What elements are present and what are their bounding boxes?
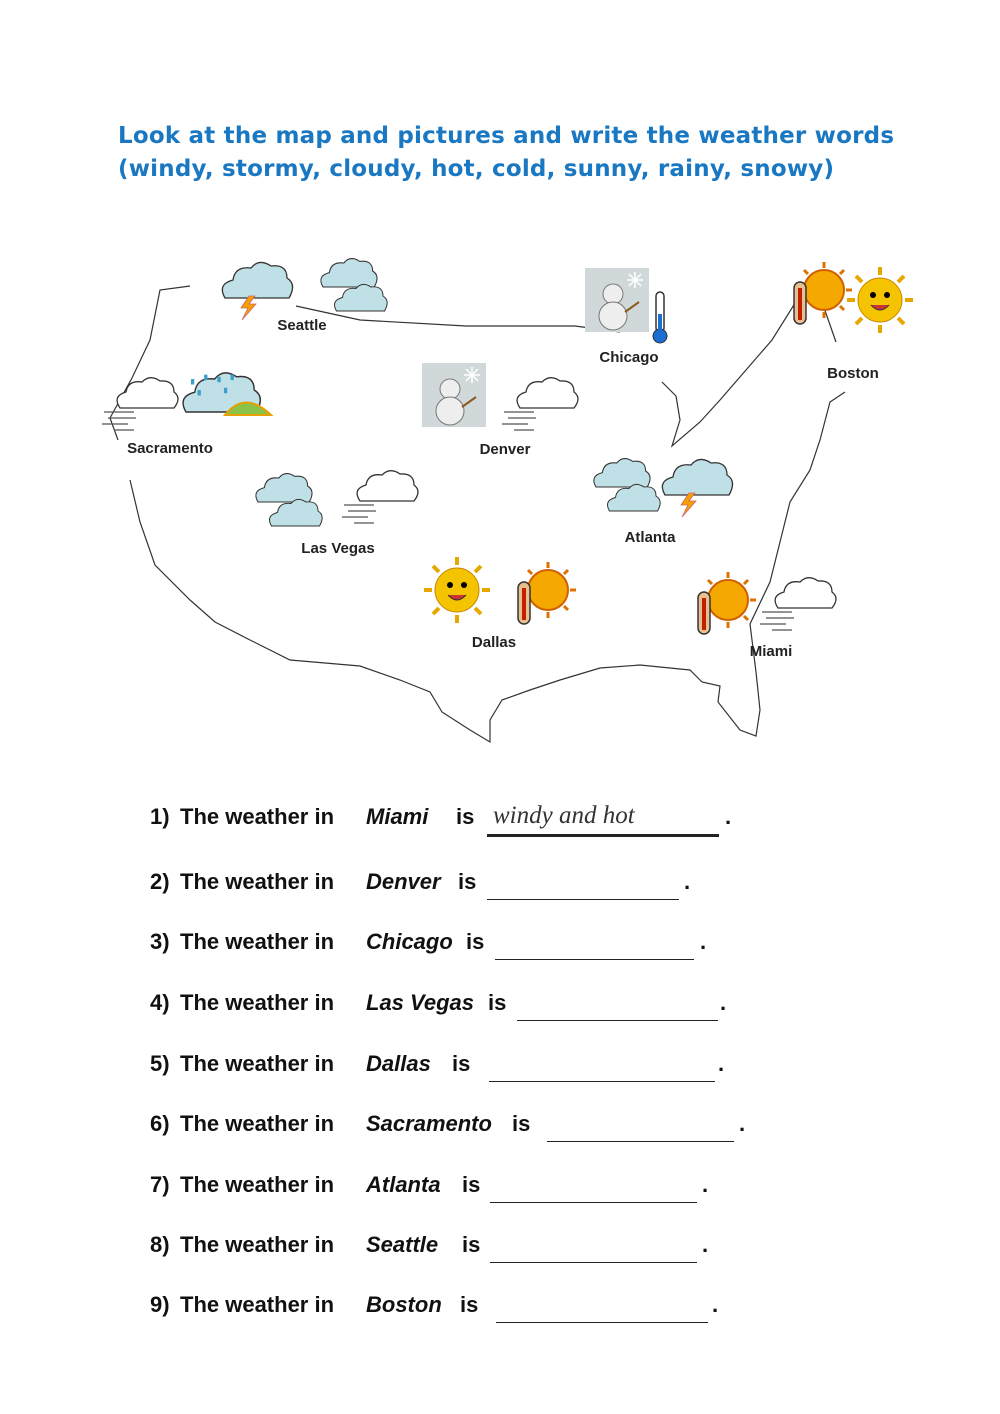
sacramento-windy-icon — [102, 378, 178, 430]
question-city: Miami — [366, 804, 429, 829]
question-is: is — [460, 1292, 479, 1317]
city-label-denver: Denver — [479, 441, 531, 458]
sacramento-rainy-icon — [183, 373, 271, 415]
question-is: is — [452, 1051, 471, 1076]
question-prefix: The weather in — [180, 1292, 335, 1317]
miami-windy-icon — [760, 578, 836, 630]
seattle-cloudy-icon — [321, 259, 387, 311]
question-city: Dallas — [366, 1051, 431, 1076]
question-number: 5) — [150, 1051, 170, 1076]
question-prefix: The weather in — [180, 1232, 335, 1257]
question-number: 7) — [150, 1172, 170, 1197]
question-number: 3) — [150, 929, 170, 954]
question-period: . — [712, 1292, 719, 1317]
city-label-boston: Boston — [827, 365, 879, 382]
answer-field[interactable] — [487, 802, 719, 837]
question-period: . — [720, 990, 727, 1015]
question-number: 2) — [150, 869, 170, 894]
boston-hot-icon — [794, 262, 852, 324]
question-number: 9) — [150, 1292, 170, 1317]
chicago-cold-thermometer-icon — [653, 292, 667, 343]
question-is: is — [462, 1172, 481, 1197]
boston-sunny-icon — [847, 267, 913, 333]
question-city: Las Vegas — [366, 990, 475, 1015]
instructions-line-2: (windy, stormy, cloudy, hot, cold, sunny, rainy, snowy) — [118, 156, 835, 182]
question-period: . — [702, 1172, 709, 1197]
question-number: 6) — [150, 1111, 170, 1136]
question-is: is — [458, 869, 477, 894]
atlanta-stormy-icon — [662, 459, 732, 517]
question-city: Seattle — [366, 1232, 439, 1257]
question-prefix: The weather in — [180, 1111, 335, 1136]
question-period: . — [739, 1111, 746, 1136]
question-prefix: The weather in — [180, 804, 335, 829]
answer-field[interactable] — [547, 1141, 734, 1142]
question-is: is — [512, 1111, 531, 1136]
answer-field[interactable] — [495, 959, 694, 960]
dallas-sunny-icon — [424, 557, 490, 623]
city-label-seattle: Seattle — [277, 317, 327, 334]
city-label-atlanta: Atlanta — [624, 529, 676, 546]
question-number: 8) — [150, 1232, 170, 1257]
question-is: is — [466, 929, 485, 954]
las-vegas-windy-icon — [342, 471, 418, 523]
question-is: is — [462, 1232, 481, 1257]
question-prefix: The weather in — [180, 869, 335, 894]
question-period: . — [684, 869, 691, 894]
city-label-dallas: Dallas — [471, 634, 517, 651]
question-city: Sacramento — [366, 1111, 492, 1136]
seattle-stormy-icon — [222, 262, 292, 320]
question-period: . — [725, 804, 732, 829]
question-is: is — [488, 990, 507, 1015]
atlanta-cloudy-icon — [594, 459, 660, 511]
question-number: 4) — [150, 990, 170, 1015]
answer-field[interactable] — [517, 1020, 718, 1021]
las-vegas-cloudy-icon — [256, 474, 322, 526]
dallas-hot-icon — [518, 562, 576, 624]
answer-field[interactable] — [490, 1202, 697, 1203]
question-city: Atlanta — [366, 1172, 441, 1197]
question-number: 1) — [150, 804, 170, 829]
answer-field[interactable] — [490, 1262, 697, 1263]
question-period: . — [718, 1051, 725, 1076]
answer-text: windy and hot — [493, 802, 635, 829]
question-period: . — [702, 1232, 709, 1257]
question-city: Chicago — [366, 929, 453, 954]
denver-windy-icon — [502, 378, 578, 430]
instructions-line-1: Look at the map and pictures and write the weather words — [118, 123, 895, 149]
city-label-las-vegas: Las Vegas — [301, 540, 375, 557]
question-city: Denver — [366, 869, 441, 894]
denver-snowy-icon — [422, 363, 486, 427]
city-label-sacramento: Sacramento — [127, 440, 213, 457]
city-label-miami: Miami — [749, 643, 793, 660]
question-city: Boston — [366, 1292, 442, 1317]
miami-hot-icon — [698, 572, 756, 634]
question-prefix: The weather in — [180, 1051, 335, 1076]
question-is: is — [456, 804, 475, 829]
answer-field[interactable] — [487, 899, 679, 900]
question-prefix: The weather in — [180, 1172, 335, 1197]
answer-field[interactable] — [489, 1081, 715, 1082]
question-period: . — [700, 929, 707, 954]
chicago-snowy-icon — [585, 268, 649, 332]
question-prefix: The weather in — [180, 990, 335, 1015]
city-label-chicago: Chicago — [599, 349, 659, 366]
answer-field[interactable] — [496, 1322, 708, 1323]
question-prefix: The weather in — [180, 929, 335, 954]
